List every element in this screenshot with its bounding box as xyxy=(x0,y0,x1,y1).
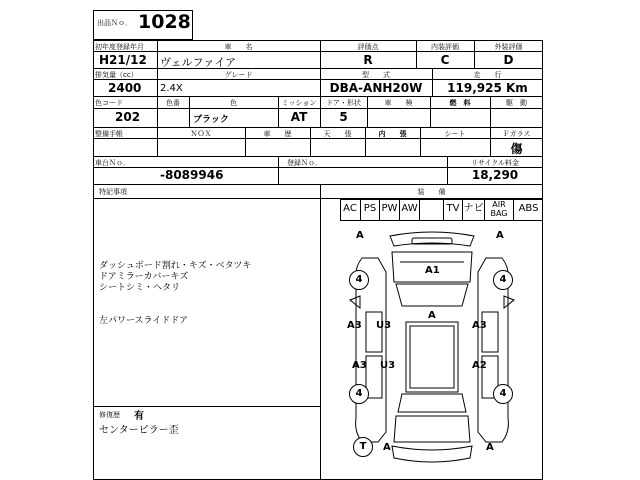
name-value: ヴェルファイア xyxy=(160,56,237,69)
repair-value: 有 xyxy=(134,411,144,422)
damage-right-rear-door: A2 xyxy=(472,360,487,371)
color-no-label: 色番 xyxy=(166,99,180,107)
transmission-label: ミッション xyxy=(281,99,317,107)
reg-label: 登録Ｎｏ． xyxy=(287,159,322,167)
damage-left-rear-door: A3 xyxy=(352,360,367,371)
exterior-label: 外装評価 xyxy=(494,43,523,51)
damage-right-front-wheel: 4 xyxy=(493,270,513,290)
damage-left-rear-pillar: U3 xyxy=(380,360,396,371)
damage-front-right: A xyxy=(496,230,504,241)
transmission-value: AT xyxy=(290,110,308,124)
notes-label: 特記事項 xyxy=(99,188,127,196)
damage-spare: T xyxy=(353,437,373,457)
score-label: 評価点 xyxy=(357,43,379,51)
damage-left-pillar: U3 xyxy=(376,320,392,331)
equipment-cell: AIR BAG xyxy=(484,199,513,221)
color-code-label: 色コード xyxy=(95,99,123,107)
lot-number: 1028 xyxy=(138,11,191,33)
recycle-label: リサイクル料金 xyxy=(470,159,520,167)
sunroof-label: 天 張 xyxy=(323,130,352,138)
remark-4: 左パワースライドドア xyxy=(99,316,189,326)
history-label: 車 歴 xyxy=(263,130,292,138)
chassis-value: -8089946 xyxy=(160,168,224,182)
damage-left-front-wheel: 4 xyxy=(349,270,369,290)
score-value: R xyxy=(363,53,373,67)
equipment-cell: TV xyxy=(443,199,462,221)
damage-rear-left: A xyxy=(383,442,391,453)
equipment-cell: AW xyxy=(399,199,419,221)
damage-hood: A1 xyxy=(425,265,440,276)
interior-label: 内装評価 xyxy=(431,43,459,51)
color-label: 色 xyxy=(230,99,237,107)
equip-label: 装 備 xyxy=(417,188,446,196)
grade-label: グレード xyxy=(224,71,253,79)
damage-front-left: A xyxy=(356,230,364,241)
chassis-label: 車台Ｎｏ． xyxy=(95,159,130,167)
remark-2: ドアミラーカバーキズ xyxy=(99,272,189,282)
nox-label: ＮＯＸ xyxy=(190,130,212,138)
remark-1: ダッシュボード割れ・キズ・ベタツキ xyxy=(99,261,252,271)
mileage-value: 119,925 Km xyxy=(447,81,528,95)
equipment-row xyxy=(340,199,543,221)
equipment-cell xyxy=(419,199,443,221)
grade-value: 2.4X xyxy=(160,83,183,94)
damage-right-rear-wheel: 4 xyxy=(493,384,513,404)
equipment-cell: PS xyxy=(360,199,379,221)
damage-left-front-door: A3 xyxy=(347,320,362,331)
inspection-label: 車 検 xyxy=(384,99,413,107)
repair-label: 修復歴 xyxy=(99,411,120,419)
door-value: 5 xyxy=(339,110,348,124)
model-value: DBA-ANH20W xyxy=(329,81,423,95)
glass-label: Ｆガラス xyxy=(502,130,531,138)
lot-number-label: 出品Ｎｏ． xyxy=(97,19,132,27)
drive-label: 駆 動 xyxy=(506,99,527,107)
exterior-value: D xyxy=(503,53,514,67)
displacement-value: 2400 xyxy=(108,81,142,95)
recycle-value: 18,290 xyxy=(471,168,519,182)
remark-3: シートシミ・ヘタリ xyxy=(99,283,181,293)
manual-label: 整備手帳 xyxy=(95,130,123,138)
fuel-label: 燃 料 xyxy=(449,99,471,107)
door-label: ドア・形状 xyxy=(326,99,361,107)
damage-right-front-door: A3 xyxy=(472,320,487,331)
interior-trim-label: 内 張 xyxy=(378,130,407,138)
year-label: 初年度登録年月 xyxy=(95,43,144,51)
color-value: ブラック xyxy=(193,115,229,125)
damage-roof: A xyxy=(428,310,436,321)
displacement-label: 排気量（cc） xyxy=(95,71,138,79)
equipment-cell: AC xyxy=(343,203,357,214)
equipment-cell: ABS xyxy=(513,199,543,221)
mileage-label: 走 行 xyxy=(473,71,502,79)
year-value: H21/12 xyxy=(99,53,147,67)
repair-note: センターピラー歪 xyxy=(99,425,179,436)
model-label: 型 式 xyxy=(362,71,390,79)
color-code-value: 202 xyxy=(115,110,141,124)
seat-label: シート xyxy=(444,130,466,138)
name-label: 車 名 xyxy=(224,43,253,51)
damage-rear-right: A xyxy=(486,442,494,453)
interior-value: C xyxy=(440,53,450,67)
glass-value: 傷 xyxy=(510,142,523,156)
equipment-cell: ナビ xyxy=(462,199,484,221)
damage-left-rear-wheel: 4 xyxy=(349,384,369,404)
equipment-cell: PW xyxy=(379,199,399,221)
